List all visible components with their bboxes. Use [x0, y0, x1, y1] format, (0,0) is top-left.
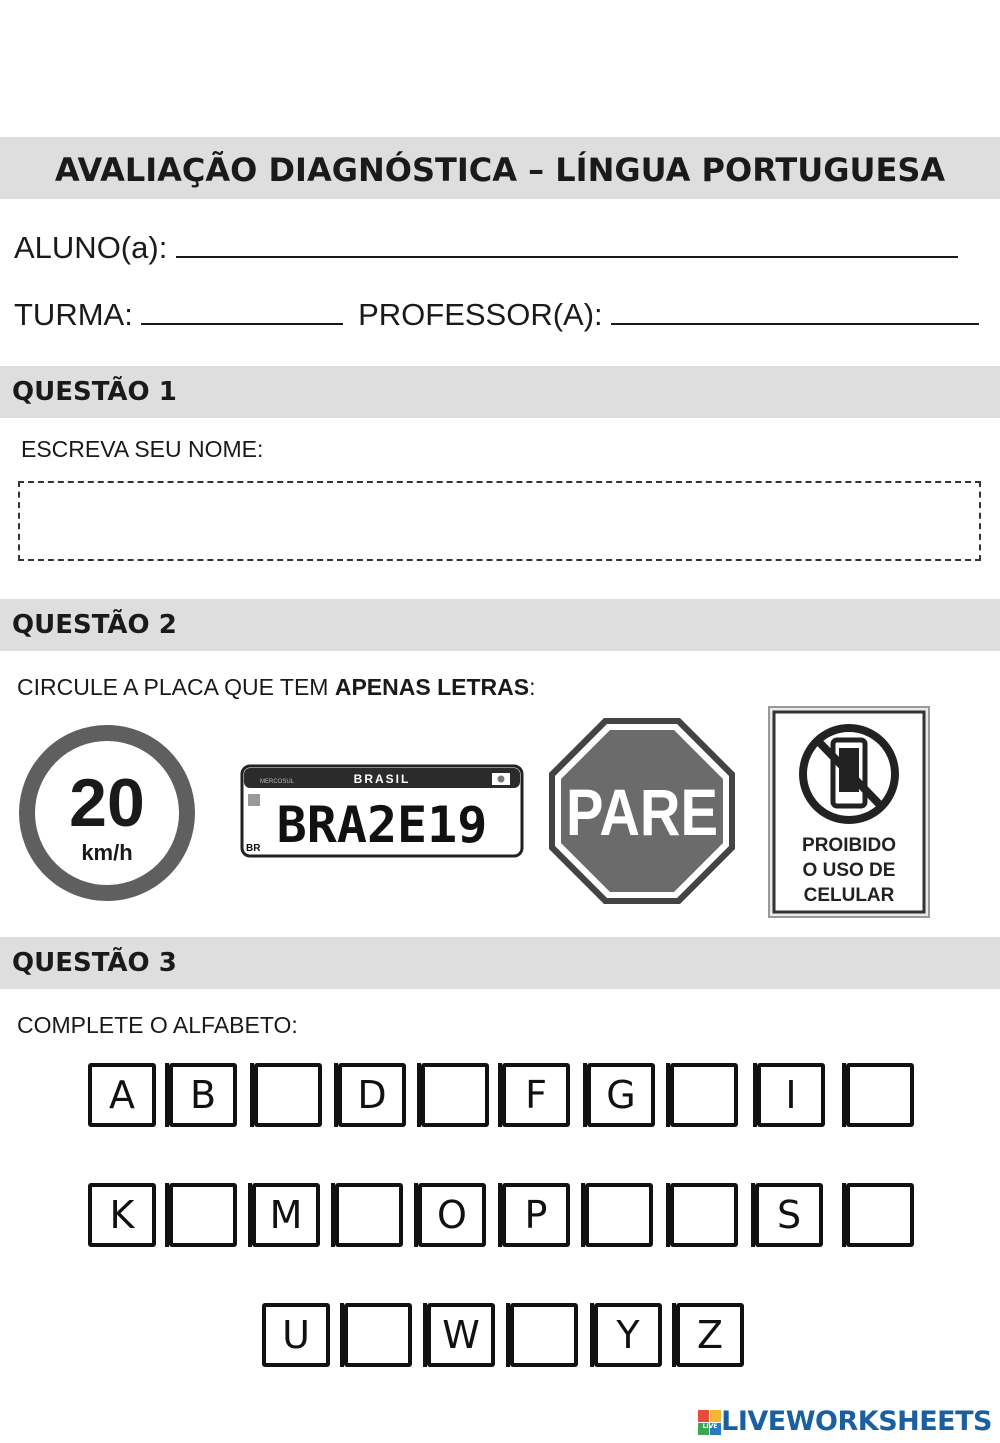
alphabet-box-n[interactable]: [335, 1183, 403, 1247]
alphabet-box-v[interactable]: [344, 1303, 412, 1367]
no-phone-sign[interactable]: [768, 706, 930, 918]
question-1-title: QUESTÃO 1: [12, 377, 177, 407]
plate-number: BRA2E19: [276, 796, 488, 854]
alphabet-box-e[interactable]: [421, 1063, 489, 1127]
question-3-title: QUESTÃO 3: [12, 948, 177, 978]
aluno-blank[interactable]: [176, 230, 958, 258]
question-3-instruction: COMPLETE O ALFABETO:: [17, 1012, 298, 1038]
question-2-title: QUESTÃO 2: [12, 610, 177, 640]
professor-blank[interactable]: [611, 297, 979, 325]
alphabet-box-t[interactable]: [846, 1183, 914, 1247]
alphabet-box-c[interactable]: [254, 1063, 322, 1127]
alphabet-box-b[interactable]: B: [169, 1063, 237, 1127]
plate-country: BRASIL: [353, 772, 411, 786]
alphabet-box-s[interactable]: S: [755, 1183, 823, 1247]
title-band: [0, 137, 1000, 199]
question-2-instruction: [17, 674, 536, 701]
speed-limit-value: 20: [69, 765, 145, 841]
turma-label: TURMA:: [14, 297, 133, 332]
alphabet-box-o[interactable]: O: [418, 1183, 486, 1247]
logo-text: LIVE: [702, 1423, 718, 1430]
alphabet-box-i[interactable]: I: [757, 1063, 825, 1127]
alphabet-box-y[interactable]: Y: [594, 1303, 662, 1367]
no-phone-line3: CELULAR: [803, 885, 895, 906]
aluno-label: ALUNO(a):: [14, 230, 168, 265]
alphabet-box-z[interactable]: Z: [676, 1303, 744, 1367]
alphabet-box-w[interactable]: W: [427, 1303, 495, 1367]
alphabet-box-g[interactable]: G: [587, 1063, 655, 1127]
question-1-band: [0, 366, 1000, 418]
question-3-band: [0, 937, 1000, 989]
stop-sign[interactable]: [546, 715, 738, 907]
question-2-instruction-bold: APENAS LETRAS: [334, 674, 530, 700]
alphabet-box-a[interactable]: A: [88, 1063, 156, 1127]
footer-brand[interactable]: LIVEWORKSHEETS: [721, 1406, 992, 1437]
alphabet-box-j[interactable]: [846, 1063, 914, 1127]
question-1-instruction: ESCREVA SEU NOME:: [21, 436, 264, 462]
liveworksheets-logo-icon: [698, 1410, 722, 1436]
professor-label: PROFESSOR(A):: [358, 297, 603, 332]
alphabet-box-q[interactable]: [585, 1183, 653, 1247]
name-input-box[interactable]: [18, 481, 981, 561]
speed-limit-unit: km/h: [81, 840, 133, 865]
alphabet-box-k[interactable]: K: [88, 1183, 156, 1247]
alphabet-box-f[interactable]: F: [502, 1063, 570, 1127]
alphabet-box-p[interactable]: P: [502, 1183, 570, 1247]
alphabet-box-m[interactable]: M: [252, 1183, 320, 1247]
plate-code: BR: [246, 843, 261, 854]
page-title: AVALIAÇÃO DIAGNÓSTICA – LÍNGUA PORTUGUESA: [54, 151, 946, 189]
alphabet-box-l[interactable]: [169, 1183, 237, 1247]
alphabet-box-r[interactable]: [670, 1183, 738, 1247]
question-2-band: [0, 599, 1000, 651]
student-name-line: [14, 230, 958, 266]
flag-globe: [498, 776, 505, 783]
alphabet-box-x[interactable]: [510, 1303, 578, 1367]
alphabet-box-h[interactable]: [670, 1063, 738, 1127]
no-phone-line1: PROIBIDO: [802, 835, 896, 856]
class-teacher-line: [14, 297, 979, 333]
alphabet-box-d[interactable]: D: [338, 1063, 406, 1127]
turma-blank[interactable]: [141, 297, 343, 325]
qr-code-icon: [248, 794, 260, 806]
no-phone-line2: O USO DE: [802, 860, 896, 881]
alphabet-box-u[interactable]: U: [262, 1303, 330, 1367]
plate-region: MERCOSUL: [260, 779, 295, 785]
license-plate-sign[interactable]: [240, 764, 524, 858]
question-2-instruction-suffix: :: [529, 674, 536, 700]
speed-limit-sign[interactable]: [18, 724, 196, 902]
question-2-instruction-prefix: CIRCULE A PLACA QUE TEM: [17, 674, 335, 700]
stop-sign-text: PARE: [566, 775, 718, 849]
